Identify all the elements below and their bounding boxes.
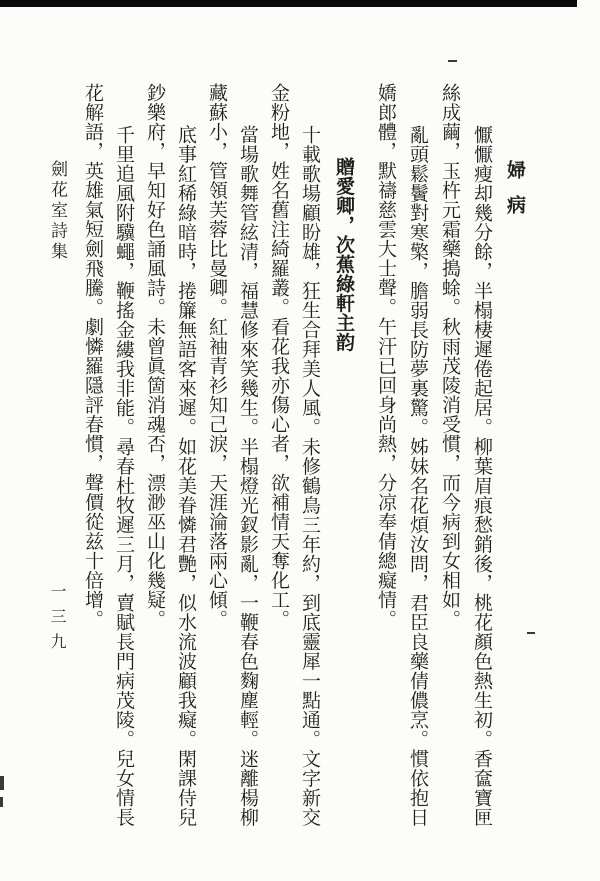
page-number: 一三九 bbox=[48, 583, 67, 658]
scan-noise bbox=[448, 60, 457, 62]
poem2-column-3: 當場歌舞管絃清，福慧修來笑幾生。半榻燈光釵影亂，一鞭春色麴塵輕。迷離楊柳 bbox=[237, 125, 259, 827]
poem2-column-1: 十載歌場顧盼雄，狂生合拜美人風。未修鶴鳥三年約，到底靈犀一點通。文字新交 bbox=[299, 125, 321, 827]
poem1-column-1: 懨懨瘦却幾分餘，半榻棲遲倦起居。柳葉眉痕愁銷後，桃花顏色熱生初。香奩寶匣 bbox=[471, 125, 493, 827]
poem1-column-2: 絲成繭，玉杵元霜藥搗蜍。秋雨茂陵消受慣，而今病到女相如。 bbox=[439, 83, 461, 629]
poem1-title: 婦病 bbox=[504, 160, 526, 230]
scan-noise bbox=[0, 797, 3, 807]
poem2-column-7: 千里追風附驥蠅，鞭搖金縷我非能。尋春杜牧遲三月，賣賦長門病茂陵。兒女情長 bbox=[113, 125, 135, 827]
scan-edge-artifact bbox=[0, 0, 577, 7]
poem2-column-2: 金粉地，姓名舊注綺羅叢。看花我亦傷心者，欲補情天奪化工。 bbox=[268, 83, 290, 629]
poem2-column-5: 底事紅稀綠暗時，捲簾無語客來遲。如花美眷憐君艷，似水流波顧我癡。閑課侍兒 bbox=[175, 125, 197, 827]
poem2-column-6: 鈔樂府，早知好色誦風詩。未曾眞箇消魂否，漂渺巫山化幾疑。 bbox=[144, 83, 166, 629]
poem1-column-3: 亂頭鬆鬢對寒檠，膽弱長防夢裏驚。姊妹名花煩汝問，君臣良藥倩儂烹。慣依抱日 bbox=[407, 125, 429, 827]
poem2-column-8: 花解語，英雄氣短劍飛騰。劇憐羅隱評春慣，聲價從兹十倍增。 bbox=[82, 83, 104, 629]
scan-noise bbox=[0, 776, 4, 790]
spine-label: 劍花室詩集 bbox=[47, 160, 67, 263]
poem2-column-4: 藏蘇小，管領芙蓉比曼卿。紅袖青衫知己淚，天涯淪落兩心傾。 bbox=[206, 83, 228, 629]
scan-noise bbox=[527, 632, 535, 634]
poem2-title: 贈愛卿，次蕉綠軒主韵 bbox=[333, 157, 355, 352]
poem1-column-4: 嬌郎體，默禱慈雲大士聲。午汗已回身尚熱，分凉奉倩總癡情。 bbox=[375, 83, 397, 629]
